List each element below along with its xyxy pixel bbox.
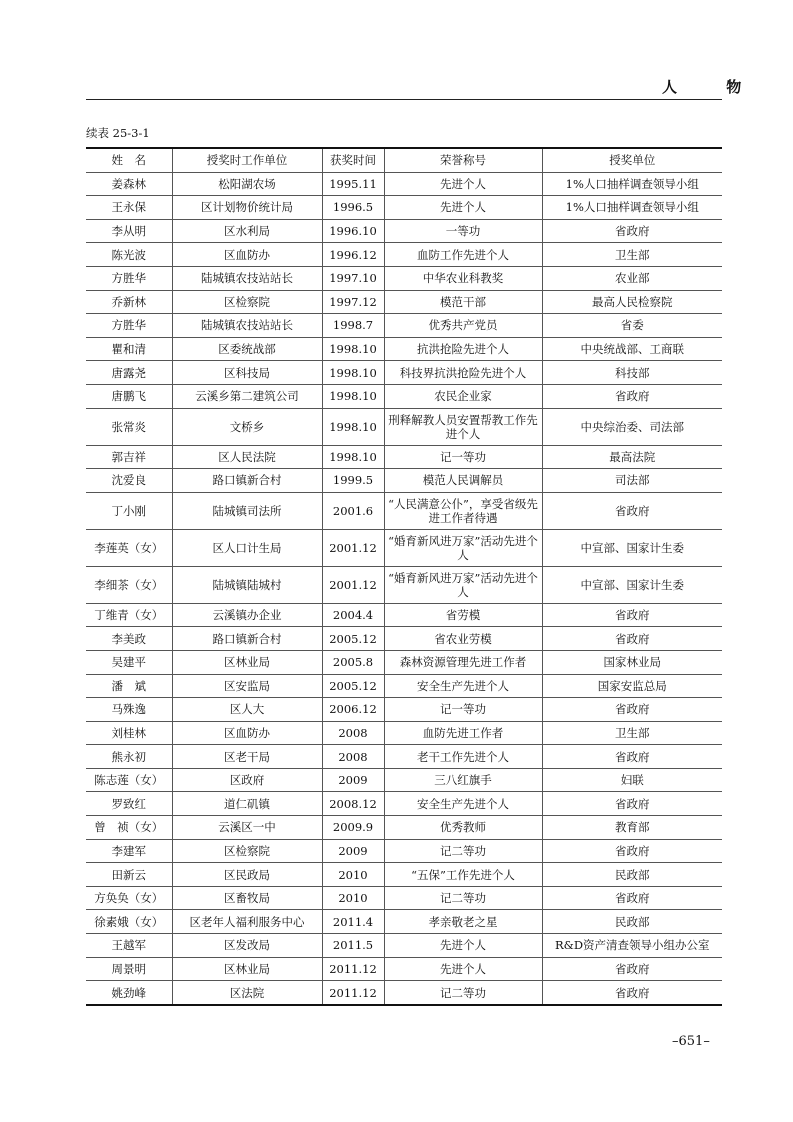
cell-honor-title: 先进个人 <box>384 196 542 220</box>
cell-name: 徐素娥（女） <box>86 910 172 934</box>
cell-award-date: 2010 <box>322 886 384 910</box>
cell-award-date: 2008 <box>322 721 384 745</box>
cell-awarding-body: 民政部 <box>542 910 722 934</box>
cell-honor-title: 血防工作先进个人 <box>384 243 542 267</box>
cell-employer: 区老年人福利服务中心 <box>172 910 322 934</box>
cell-employer: 区林业局 <box>172 957 322 981</box>
cell-honor-title: 安全生产先进个人 <box>384 674 542 698</box>
cell-employer: 陆城镇农技站站长 <box>172 314 322 338</box>
cell-award-date: 2008 <box>322 745 384 769</box>
cell-award-date: 2009.9 <box>322 816 384 840</box>
cell-honor-title: “婚育新风进万家”活动先进个人 <box>384 529 542 566</box>
cell-employer: 区畜牧局 <box>172 886 322 910</box>
cell-award-date: 2011.12 <box>322 981 384 1005</box>
cell-award-date: 1996.12 <box>322 243 384 267</box>
cell-award-date: 2001.6 <box>322 492 384 529</box>
cell-awarding-body: 教育部 <box>542 816 722 840</box>
cell-honor-title: 优秀教师 <box>384 816 542 840</box>
cell-name: 沈爱良 <box>86 469 172 493</box>
cell-name: 李莲英（女） <box>86 529 172 566</box>
cell-honor-title: 刑释解教人员安置帮教工作先进个人 <box>384 408 542 445</box>
cell-award-date: 1997.10 <box>322 266 384 290</box>
cell-awarding-body: 卫生部 <box>542 721 722 745</box>
cell-employer: 路口镇新合村 <box>172 627 322 651</box>
cell-employer: 文桥乡 <box>172 408 322 445</box>
cell-employer: 区老干局 <box>172 745 322 769</box>
table-row <box>86 839 722 863</box>
table-row <box>86 768 722 792</box>
section-title: 人 物 <box>662 78 764 96</box>
cell-employer: 区检察院 <box>172 839 322 863</box>
table-row <box>86 863 722 887</box>
cell-awarding-body: 中央统战部、工商联 <box>542 337 722 361</box>
cell-honor-title: 记二等功 <box>384 886 542 910</box>
cell-employer: 区法院 <box>172 981 322 1005</box>
cell-award-date: 1998.10 <box>322 337 384 361</box>
table-row <box>86 650 722 674</box>
cell-awarding-body: 最高法院 <box>542 445 722 469</box>
column-header-name: 姓 名 <box>86 148 172 172</box>
table-row <box>86 745 722 769</box>
cell-honor-title: 科技界抗洪抢险先进个人 <box>384 361 542 385</box>
cell-honor-title: 优秀共产党员 <box>384 314 542 338</box>
table-header-row <box>86 148 722 172</box>
cell-honor-title: 记一等功 <box>384 445 542 469</box>
cell-honor-title: “人民满意公仆”，享受省级先进工作者待遇 <box>384 492 542 529</box>
cell-name: 王永保 <box>86 196 172 220</box>
table-row <box>86 384 722 408</box>
table-row <box>86 219 722 243</box>
honors-table <box>86 147 722 1006</box>
cell-award-date: 2006.12 <box>322 698 384 722</box>
cell-awarding-body: 省政府 <box>542 492 722 529</box>
table-row <box>86 698 722 722</box>
cell-award-date: 1998.10 <box>322 361 384 385</box>
cell-honor-title: 三八红旗手 <box>384 768 542 792</box>
cell-name: 李美政 <box>86 627 172 651</box>
cell-honor-title: 老干工作先进个人 <box>384 745 542 769</box>
table-row <box>86 566 722 603</box>
cell-honor-title: 省农业劳模 <box>384 627 542 651</box>
cell-employer: 区血防办 <box>172 721 322 745</box>
cell-employer: 区发改局 <box>172 934 322 958</box>
cell-employer: 区林业局 <box>172 650 322 674</box>
cell-award-date: 1995.11 <box>322 172 384 196</box>
cell-honor-title: 模范干部 <box>384 290 542 314</box>
cell-award-date: 2005.12 <box>322 627 384 651</box>
cell-employer: 区人大 <box>172 698 322 722</box>
cell-name: 张常炎 <box>86 408 172 445</box>
cell-awarding-body: 中宣部、国家计生委 <box>542 566 722 603</box>
cell-awarding-body: 中央综治委、司法部 <box>542 408 722 445</box>
cell-employer: 区科技局 <box>172 361 322 385</box>
cell-employer: 云溪区一中 <box>172 816 322 840</box>
cell-name: 丁维青（女） <box>86 603 172 627</box>
cell-honor-title: 森林资源管理先进工作者 <box>384 650 542 674</box>
cell-award-date: 1998.10 <box>322 384 384 408</box>
table-row <box>86 290 722 314</box>
cell-employer: 区人口计生局 <box>172 529 322 566</box>
cell-award-date: 1997.12 <box>322 290 384 314</box>
cell-awarding-body: 省委 <box>542 314 722 338</box>
cell-award-date: 2010 <box>322 863 384 887</box>
table-row <box>86 408 722 445</box>
column-header-honor-title: 荣誉称号 <box>384 148 542 172</box>
table-row <box>86 361 722 385</box>
cell-honor-title: 血防先进工作者 <box>384 721 542 745</box>
table-row <box>86 243 722 267</box>
cell-employer: 路口镇新合村 <box>172 469 322 493</box>
cell-award-date: 2009 <box>322 839 384 863</box>
cell-award-date: 1998.10 <box>322 408 384 445</box>
cell-awarding-body: 省政府 <box>542 384 722 408</box>
cell-honor-title: 中华农业科教奖 <box>384 266 542 290</box>
column-header-employer: 授奖时工作单位 <box>172 148 322 172</box>
cell-award-date: 2001.12 <box>322 529 384 566</box>
cell-awarding-body: 1%人口抽样调查领导小组 <box>542 196 722 220</box>
cell-award-date: 1999.5 <box>322 469 384 493</box>
cell-name: 方奂奂（女） <box>86 886 172 910</box>
table-row <box>86 886 722 910</box>
table-row <box>86 934 722 958</box>
cell-name: 丁小刚 <box>86 492 172 529</box>
cell-awarding-body: 国家安监总局 <box>542 674 722 698</box>
table-row <box>86 721 722 745</box>
cell-honor-title: “五保”工作先进个人 <box>384 863 542 887</box>
cell-awarding-body: 国家林业局 <box>542 650 722 674</box>
cell-employer: 区检察院 <box>172 290 322 314</box>
cell-name: 陈光波 <box>86 243 172 267</box>
cell-name: 郭吉祥 <box>86 445 172 469</box>
cell-awarding-body: 省政府 <box>542 957 722 981</box>
cell-awarding-body: 省政府 <box>542 603 722 627</box>
cell-employer: 陆城镇农技站站长 <box>172 266 322 290</box>
cell-name: 王越军 <box>86 934 172 958</box>
table-row <box>86 627 722 651</box>
table-row <box>86 314 722 338</box>
cell-award-date: 2005.8 <box>322 650 384 674</box>
cell-award-date: 1998.10 <box>322 445 384 469</box>
cell-awarding-body: 省政府 <box>542 219 722 243</box>
cell-award-date: 2011.4 <box>322 910 384 934</box>
table-row <box>86 910 722 934</box>
cell-awarding-body: 省政府 <box>542 745 722 769</box>
cell-name: 潘 斌 <box>86 674 172 698</box>
cell-name: 姚劲峰 <box>111 985 146 1000</box>
cell-employer: 区安监局 <box>172 674 322 698</box>
cell-employer: 云溪镇办企业 <box>172 603 322 627</box>
page-number: –651– <box>672 1034 710 1049</box>
cell-award-date: 2001.12 <box>322 566 384 603</box>
table-row <box>86 172 722 196</box>
cell-honor-title: 模范人民调解员 <box>384 469 542 493</box>
header-divider <box>86 99 722 100</box>
cell-name: 唐鹏飞 <box>86 384 172 408</box>
cell-award-date: 2009 <box>322 768 384 792</box>
cell-award-date: 2008.12 <box>322 792 384 816</box>
cell-name: 陈志莲（女） <box>86 768 172 792</box>
table-row <box>86 792 722 816</box>
cell-employer: 区血防办 <box>172 243 322 267</box>
cell-employer: 陆城镇司法所 <box>172 492 322 529</box>
table-body <box>86 172 722 1005</box>
table-row <box>86 603 722 627</box>
table-row <box>86 337 722 361</box>
table-row <box>86 469 722 493</box>
cell-awarding-body: 最高人民检察院 <box>542 290 722 314</box>
column-header-awarding-body: 授奖单位 <box>542 148 722 172</box>
cell-awarding-body: 中宣部、国家计生委 <box>542 529 722 566</box>
cell-name: 吴建平 <box>86 650 172 674</box>
cell-employer: 区水利局 <box>172 219 322 243</box>
cell-awarding-body: 省政府 <box>542 886 722 910</box>
cell-awarding-body: 卫生部 <box>542 243 722 267</box>
cell-employer: 松阳湖农场 <box>172 172 322 196</box>
cell-awarding-body: 司法部 <box>542 469 722 493</box>
table-row <box>86 816 722 840</box>
cell-honor-title: 一等功 <box>384 219 542 243</box>
cell-honor-title: 先进个人 <box>384 934 542 958</box>
cell-name: 唐露尧 <box>86 361 172 385</box>
cell-honor-title: 记二等功 <box>384 981 542 1005</box>
cell-awarding-body: 省政府 <box>542 792 722 816</box>
cell-awarding-body: 省政府 <box>542 981 722 1005</box>
cell-honor-title: 抗洪抢险先进个人 <box>384 337 542 361</box>
cell-name: 李建军 <box>86 839 172 863</box>
cell-name: 乔新林 <box>86 290 172 314</box>
cell-employer: 区政府 <box>172 768 322 792</box>
cell-awarding-body: 妇联 <box>542 768 722 792</box>
cell-name: 曾 祯（女） <box>86 816 172 840</box>
cell-honor-title: 省劳模 <box>384 603 542 627</box>
cell-award-date: 2004.4 <box>322 603 384 627</box>
cell-name: 方胜华 <box>86 314 172 338</box>
cell-name: 刘桂林 <box>86 721 172 745</box>
cell-award-date: 1996.5 <box>322 196 384 220</box>
cell-name: 马殊逸 <box>86 698 172 722</box>
cell-awarding-body: 1%人口抽样调查领导小组 <box>542 172 722 196</box>
cell-honor-title: 安全生产先进个人 <box>384 792 542 816</box>
cell-honor-title: 农民企业家 <box>384 384 542 408</box>
table-row <box>86 529 722 566</box>
table-row <box>86 492 722 529</box>
cell-awarding-body: 省政府 <box>542 627 722 651</box>
cell-awarding-body: 省政府 <box>542 698 722 722</box>
cell-name: 姜森林 <box>86 172 172 196</box>
cell-honor-title: “婚育新风进万家”活动先进个人 <box>384 566 542 603</box>
cell-award-date: 2005.12 <box>322 674 384 698</box>
table-row <box>86 266 722 290</box>
cell-employer: 云溪乡第二建筑公司 <box>172 384 322 408</box>
cell-name: 瞿和清 <box>86 337 172 361</box>
column-header-award-date: 获奖时间 <box>322 148 384 172</box>
table-caption: 续表 25-3-1 <box>86 126 150 140</box>
table-row <box>86 445 722 469</box>
cell-name: 罗致红 <box>86 792 172 816</box>
cell-name: 李从明 <box>86 219 172 243</box>
cell-honor-title: 先进个人 <box>384 957 542 981</box>
table-row <box>86 981 722 1005</box>
cell-awarding-body: 农业部 <box>542 266 722 290</box>
cell-award-date: 2011.12 <box>322 957 384 981</box>
table-row <box>86 196 722 220</box>
cell-awarding-body: 民政部 <box>542 863 722 887</box>
table-row <box>86 674 722 698</box>
cell-name: 田新云 <box>86 863 172 887</box>
cell-honor-title: 先进个人 <box>384 172 542 196</box>
cell-name: 周景明 <box>86 957 172 981</box>
cell-awarding-body: 省政府 <box>542 839 722 863</box>
cell-employer: 区人民法院 <box>172 445 322 469</box>
cell-employer: 区民政局 <box>172 863 322 887</box>
cell-name: 熊永初 <box>86 745 172 769</box>
cell-award-date: 1998.7 <box>322 314 384 338</box>
cell-awarding-body: R&D资产清查领导小组办公室 <box>542 934 722 958</box>
cell-honor-title: 孝亲敬老之星 <box>384 910 542 934</box>
cell-employer: 道仁矶镇 <box>172 792 322 816</box>
cell-award-date: 1996.10 <box>322 219 384 243</box>
cell-honor-title: 记一等功 <box>384 698 542 722</box>
cell-employer: 陆城镇陆城村 <box>172 566 322 603</box>
table-row <box>86 957 722 981</box>
cell-name: 李细茶（女） <box>86 566 172 603</box>
cell-awarding-body: 科技部 <box>542 361 722 385</box>
cell-award-date: 2011.5 <box>322 934 384 958</box>
cell-honor-title: 记二等功 <box>384 839 542 863</box>
cell-employer: 区计划物价统计局 <box>172 196 322 220</box>
cell-employer: 区委统战部 <box>172 337 322 361</box>
cell-name: 方胜华 <box>86 266 172 290</box>
